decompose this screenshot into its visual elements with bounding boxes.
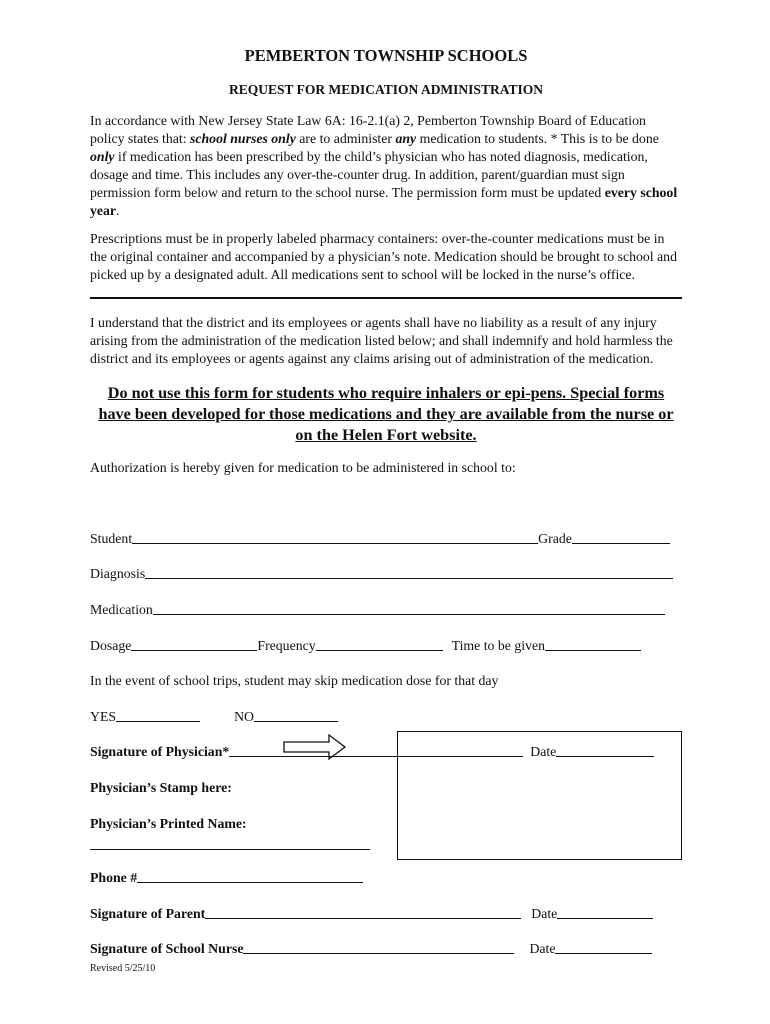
physician-date-label: Date [530,744,557,759]
medication-label: Medication [90,602,153,617]
nurse-signature-row [90,940,652,957]
student-label: Student [90,531,133,546]
nurse-date-field[interactable] [555,940,652,954]
authorization-text: Authorization is hereby given for medication to be administered in school to: [90,460,516,475]
liability-paragraph: I understand that the district and its employees or agents shall have no liability as a result of any injury arising from the administration of the medication listed below; and shall indemnify and hold harmless the district and its employees or agents against any claims arising out of administration of the medication. [90,315,673,366]
frequency-label: Frequency [257,638,316,653]
diagnosis-row [90,565,673,582]
dosage-row [90,637,641,654]
prescriptions-paragraph: Prescriptions must be in properly labeled pharmacy containers: over-the-counter medications must be in the original container and accompanied by a physician’s note. Medication should be brought to school and picked up by a designated adult. All medications sent to school will be locked in the nurse’s office. [90,231,677,282]
grade-label: Grade [538,531,572,546]
parent-signature-field[interactable] [205,905,521,919]
student-field[interactable] [132,530,538,544]
student-row [90,530,670,547]
policy-paragraph: In accordance with New Jersey State Law 6A: 16-2.1(a) 2, Pemberton Township Board of Education policy states that: school nurses only are to administer any medication to students. * This is to be done only if medication has been prescribed by the child’s physician who has noted diagnosis, medication, dosage and time. This includes any over-the-counter drug. In addition, parent/guardian must sign permission form below and return to the school nurse. The permission form must be updated every school year. [90,113,678,218]
no-field[interactable] [254,708,338,722]
school-trips-text: In the event of school trips, student may skip medication dose for that day [90,673,499,688]
physician-name-row [90,816,247,832]
dosage-label: Dosage [90,638,132,653]
school-trips-row [90,673,498,689]
phone-row [90,869,363,886]
no-label: NO [234,709,255,724]
grade-field[interactable] [572,530,670,544]
time-field[interactable] [545,637,641,651]
page-title: PEMBERTON TOWNSHIP SCHOOLS [244,46,528,65]
physician-name-field[interactable] [90,836,370,850]
physician-stamp-row [90,780,232,796]
yes-label: YES [90,709,117,724]
revised-date: Revised 5/25/10 [90,963,156,974]
medication-row [90,601,665,618]
phone-field[interactable] [137,869,363,883]
diagnosis-label: Diagnosis [90,566,146,581]
diagnosis-field[interactable] [145,565,673,579]
yes-field[interactable] [116,708,200,722]
form-fields [90,0,690,1024]
form-title: REQUEST FOR MEDICATION ADMINISTRATION [229,82,543,97]
yes-no-row [90,708,338,725]
medication-field[interactable] [153,601,665,615]
nurse-date-label: Date [529,941,556,956]
parent-signature-label: Signature of Parent [90,906,206,921]
nurse-signature-field[interactable] [243,940,514,954]
physician-name-line-row [90,836,370,853]
dosage-field[interactable] [131,637,257,651]
parent-signature-row [90,905,653,922]
physician-signature-label: Signature of Physician* [90,744,230,759]
inhaler-warning: Do not use this form for students who require inhalers or epi-pens. Special forms have been developed for those medications and they are available from the nurse or on the Helen Fort website. [98,384,674,444]
frequency-field[interactable] [316,637,443,651]
parent-date-label: Date [531,906,558,921]
physician-stamp-label: Physician’s Stamp here: [90,780,232,795]
physician-stamp-box[interactable] [397,731,682,860]
time-label: Time to be given [451,638,546,653]
right-arrow-icon [283,733,347,761]
physician-name-label: Physician’s Printed Name: [90,816,247,831]
parent-date-field[interactable] [557,905,653,919]
phone-label: Phone # [90,870,138,885]
nurse-signature-label: Signature of School Nurse [90,941,244,956]
